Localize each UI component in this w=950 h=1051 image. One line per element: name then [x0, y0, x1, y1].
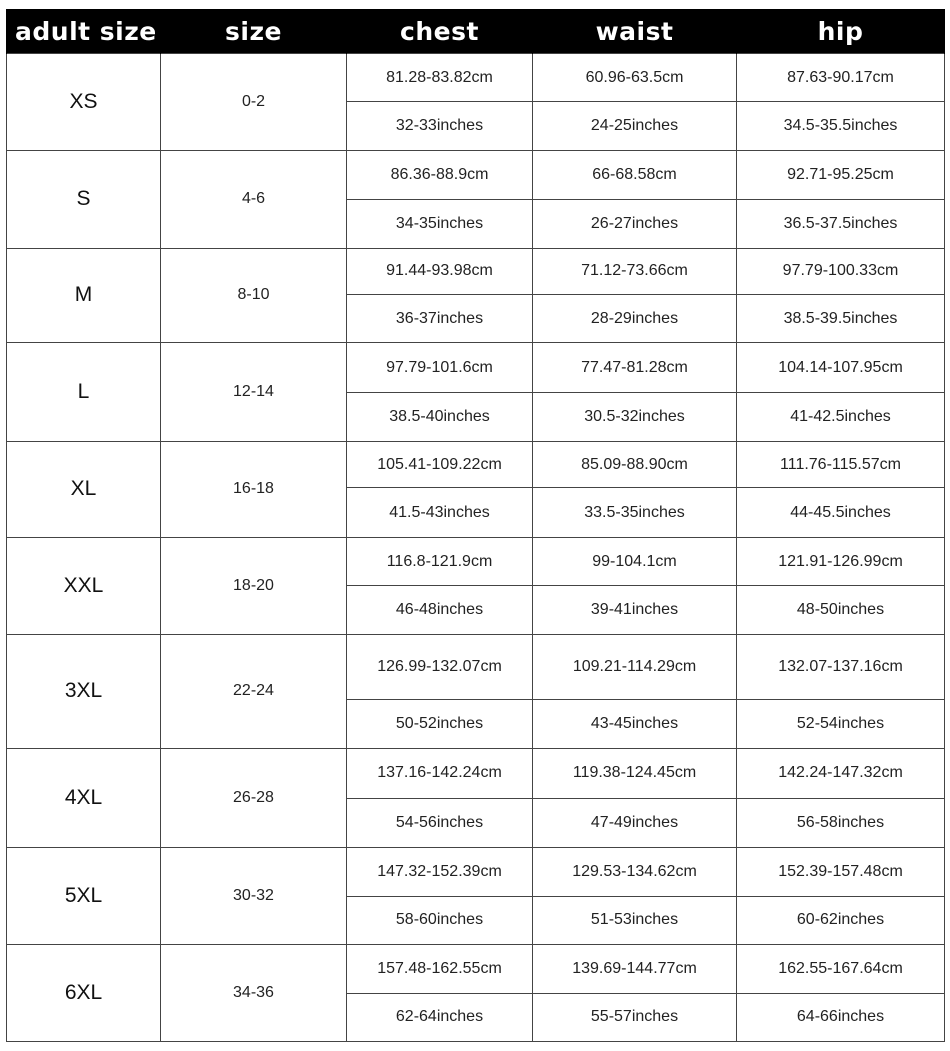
waist-inches-cell: 47-49inches [533, 798, 737, 847]
waist-cm-cell: 99-104.1cm [533, 537, 737, 585]
waist-inches-cell: 30.5-32inches [533, 392, 737, 441]
waist-cm-cell: 109.21-114.29cm [533, 634, 737, 700]
chest-cm-cell: 147.32-152.39cm [347, 848, 533, 896]
adult-size-cell: 4XL [7, 748, 161, 848]
hip-cm-cell: 111.76-115.57cm [737, 442, 945, 488]
hip-inches-cell: 34.5-35.5inches [737, 102, 945, 150]
chest-inches-cell: 41.5-43inches [347, 488, 533, 537]
adult-size-cell: L [7, 343, 161, 442]
header-hip: hip [737, 9, 945, 54]
hip-inches-cell: 41-42.5inches [737, 392, 945, 441]
table-row [7, 343, 945, 392]
table-row [7, 634, 945, 700]
chest-cm-cell: 116.8-121.9cm [347, 537, 533, 585]
hip-cm-cell: 121.91-126.99cm [737, 537, 945, 585]
adult-size-cell: 6XL [7, 945, 161, 1042]
chest-inches-cell: 38.5-40inches [347, 392, 533, 441]
table-row [7, 150, 945, 199]
hip-cm-cell: 104.14-107.95cm [737, 343, 945, 392]
hip-inches-cell: 48-50inches [737, 586, 945, 634]
size-cell: 26-28 [161, 748, 347, 848]
table-row [7, 537, 945, 585]
hip-inches-cell: 56-58inches [737, 798, 945, 847]
chest-inches-cell: 34-35inches [347, 200, 533, 248]
size-cell: 12-14 [161, 343, 347, 442]
hip-inches-cell: 38.5-39.5inches [737, 294, 945, 342]
hip-cm-cell: 132.07-137.16cm [737, 634, 945, 700]
hip-inches-cell: 44-45.5inches [737, 488, 945, 537]
waist-cm-cell: 119.38-124.45cm [533, 748, 737, 798]
header-size: size [161, 9, 347, 54]
size-cell: 8-10 [161, 248, 347, 343]
chest-inches-cell: 50-52inches [347, 700, 533, 748]
chest-cm-cell: 86.36-88.9cm [347, 150, 533, 199]
chest-cm-cell: 97.79-101.6cm [347, 343, 533, 392]
table-body [7, 54, 945, 1042]
waist-inches-cell: 43-45inches [533, 700, 737, 748]
table-row [7, 248, 945, 294]
hip-inches-cell: 64-66inches [737, 993, 945, 1041]
table-row [7, 442, 945, 488]
waist-cm-cell: 66-68.58cm [533, 150, 737, 199]
hip-inches-cell: 52-54inches [737, 700, 945, 748]
waist-inches-cell: 24-25inches [533, 102, 737, 150]
table-row [7, 54, 945, 102]
waist-inches-cell: 55-57inches [533, 993, 737, 1041]
waist-cm-cell: 85.09-88.90cm [533, 442, 737, 488]
hip-cm-cell: 92.71-95.25cm [737, 150, 945, 199]
header-row [7, 9, 945, 54]
header-adult-size: adult size [7, 9, 161, 54]
adult-size-cell: 5XL [7, 848, 161, 945]
chest-cm-cell: 91.44-93.98cm [347, 248, 533, 294]
chest-inches-cell: 32-33inches [347, 102, 533, 150]
waist-cm-cell: 139.69-144.77cm [533, 945, 737, 993]
chest-cm-cell: 81.28-83.82cm [347, 54, 533, 102]
waist-cm-cell: 71.12-73.66cm [533, 248, 737, 294]
hip-inches-cell: 60-62inches [737, 896, 945, 944]
size-chart-table [6, 9, 945, 1042]
waist-inches-cell: 51-53inches [533, 896, 737, 944]
table-row [7, 748, 945, 798]
table-header [7, 9, 945, 54]
size-cell: 16-18 [161, 442, 347, 538]
chest-inches-cell: 36-37inches [347, 294, 533, 342]
waist-inches-cell: 33.5-35inches [533, 488, 737, 537]
adult-size-cell: M [7, 248, 161, 343]
adult-size-cell: XXL [7, 537, 161, 634]
size-cell: 4-6 [161, 150, 347, 248]
waist-inches-cell: 39-41inches [533, 586, 737, 634]
size-cell: 34-36 [161, 945, 347, 1042]
chest-inches-cell: 58-60inches [347, 896, 533, 944]
adult-size-cell: 3XL [7, 634, 161, 748]
hip-cm-cell: 97.79-100.33cm [737, 248, 945, 294]
waist-inches-cell: 28-29inches [533, 294, 737, 342]
adult-size-cell: S [7, 150, 161, 248]
chest-inches-cell: 46-48inches [347, 586, 533, 634]
chest-inches-cell: 54-56inches [347, 798, 533, 847]
chest-cm-cell: 157.48-162.55cm [347, 945, 533, 993]
hip-cm-cell: 87.63-90.17cm [737, 54, 945, 102]
chest-inches-cell: 62-64inches [347, 993, 533, 1041]
hip-cm-cell: 142.24-147.32cm [737, 748, 945, 798]
waist-cm-cell: 129.53-134.62cm [533, 848, 737, 896]
waist-cm-cell: 60.96-63.5cm [533, 54, 737, 102]
chest-cm-cell: 126.99-132.07cm [347, 634, 533, 700]
header-waist: waist [533, 9, 737, 54]
size-cell: 18-20 [161, 537, 347, 634]
hip-cm-cell: 152.39-157.48cm [737, 848, 945, 896]
chest-cm-cell: 137.16-142.24cm [347, 748, 533, 798]
hip-inches-cell: 36.5-37.5inches [737, 200, 945, 248]
table-row [7, 848, 945, 896]
adult-size-cell: XS [7, 54, 161, 151]
size-cell: 22-24 [161, 634, 347, 748]
chest-cm-cell: 105.41-109.22cm [347, 442, 533, 488]
hip-cm-cell: 162.55-167.64cm [737, 945, 945, 993]
size-cell: 30-32 [161, 848, 347, 945]
table-row [7, 945, 945, 993]
waist-cm-cell: 77.47-81.28cm [533, 343, 737, 392]
header-chest: chest [347, 9, 533, 54]
size-cell: 0-2 [161, 54, 347, 151]
waist-inches-cell: 26-27inches [533, 200, 737, 248]
adult-size-cell: XL [7, 442, 161, 538]
